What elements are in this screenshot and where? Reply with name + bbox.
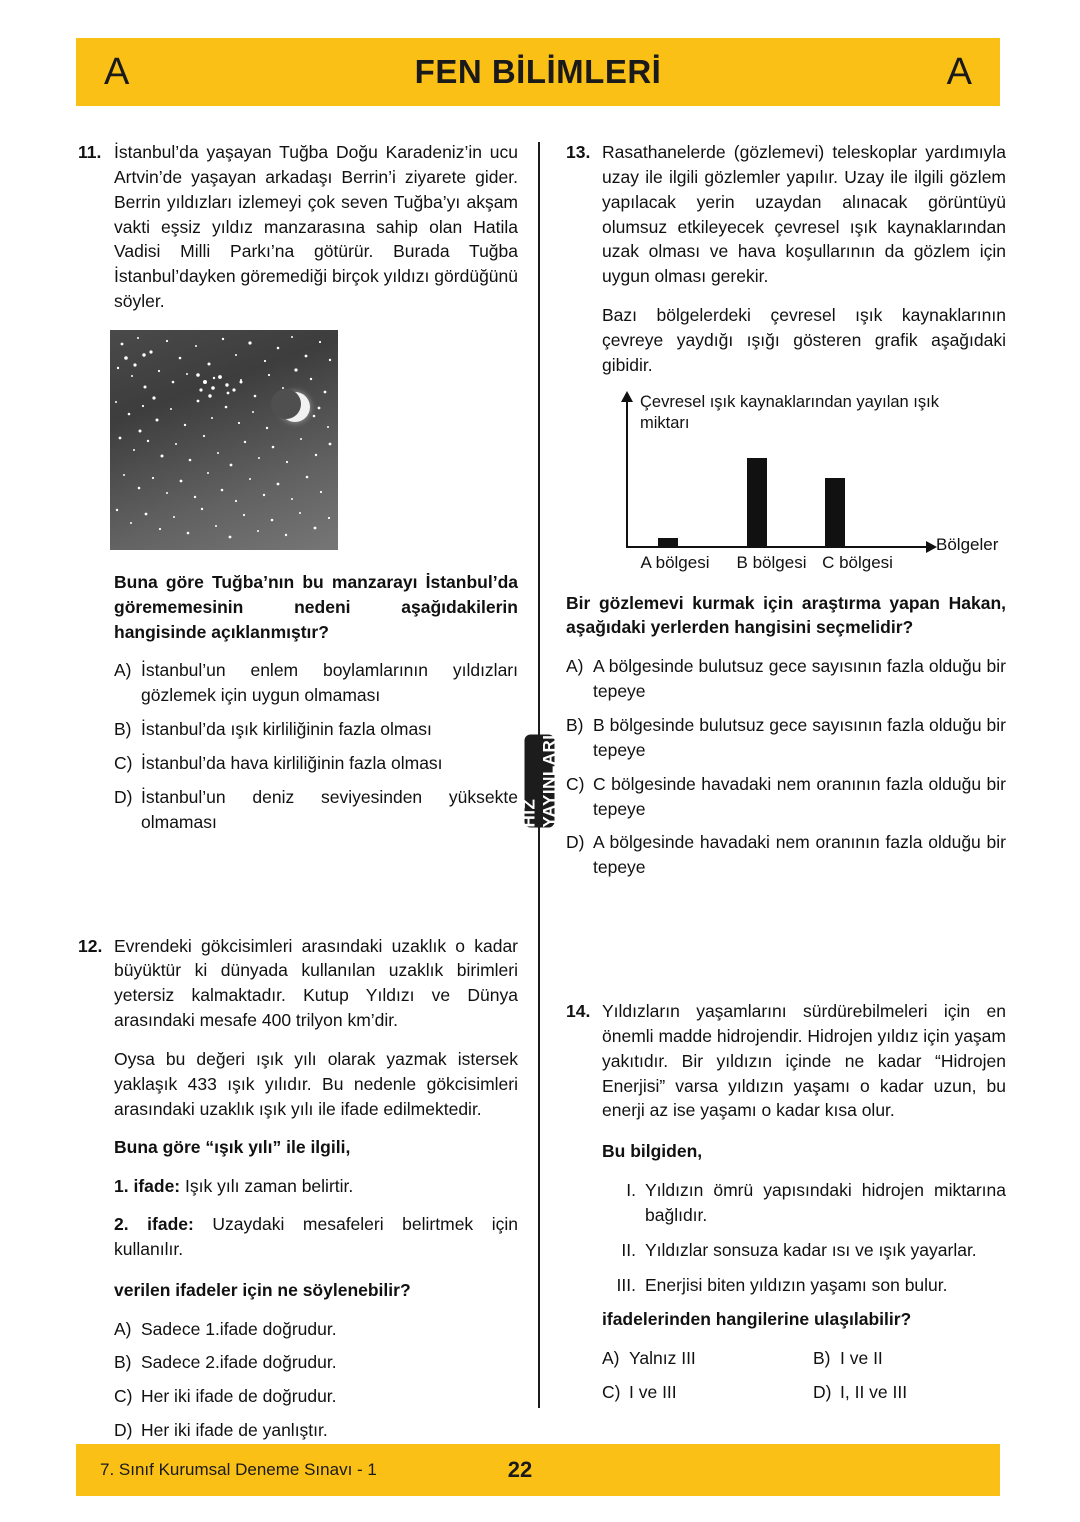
option-a[interactable] (602, 1346, 795, 1371)
option-c[interactable] (114, 1384, 518, 1409)
question-11-paragraph-1: İstanbul’da yaşayan Tuğba Doğu Karadeniz’in ucu Artvin’de yaşayan arkadaşı Berrin’i ziyarete gider. Berrin yıldızları izlemeyi çok seven Tuğba’yı akşam vakti eşsiz yıldız manzarasına sahip olan Hatila Vadisi Milli Parkı’na götürür. Burada Tuğba İstanbul’dayken göremediği birçok yıldızı gördüğünü söyler. (114, 142, 518, 312)
option-d[interactable] (813, 1380, 1006, 1405)
option-c-letter: C) (114, 1386, 133, 1407)
option-b-text: Sadece 2.ifade doğrudur. (141, 1352, 337, 1373)
question-14-paragraph-1: Yıldızların yaşamlarını sürdürebilmeleri için en önemli madde hidrojendir. Hidrojen yıldız için yaşam yakıtıdır. Bir yıldızın içinde ne kadar “Hidrojen Enerjisi” varsa yıldızın yaşamı o kadar uzun, bu enerji az ise yaşamı o kadar kısa olur. (602, 1001, 1006, 1121)
statement-1-text: Işık yılı zaman belirtir. (180, 1176, 354, 1197)
tick-label-b: B bölgesi (736, 552, 807, 572)
option-c-text: Her iki ifade de doğrudur. (141, 1386, 337, 1407)
exam-header-band (76, 38, 1000, 106)
bar-c-bolgesi (825, 478, 845, 548)
question-13-number: 13. (566, 142, 591, 162)
chart-x-axis-label: Bölgeler (936, 534, 999, 554)
option-b[interactable] (566, 713, 1006, 763)
option-a-text: Sadece 1.ifade doğrudur. (141, 1318, 337, 1339)
question-11-prompt: Buna göre Tuğba’nın bu manzarayı İstanbul’da görememesinin nedeni aşağıdakilerin hangisinde açıklanmıştır? (114, 571, 518, 642)
question-11-number: 11. (78, 142, 102, 162)
question-13 (566, 140, 1006, 889)
option-c-letter: C) (566, 773, 585, 794)
night-sky-figure (110, 330, 518, 550)
question-14-number: 14. (566, 1001, 591, 1022)
option-d[interactable] (114, 1418, 518, 1443)
page-number: 22 (507, 1457, 533, 1482)
booklet-letter-right: A (946, 51, 972, 93)
option-a-text: A bölgesinde bulutsuz gece sayısının fazla olduğu bir tepeye (593, 656, 1006, 702)
question-12-number: 12. (78, 935, 103, 956)
statement-ii (602, 1238, 1006, 1263)
option-d-letter: D) (114, 1420, 133, 1441)
bar-a-bolgesi (658, 538, 678, 548)
question-12-statement-1 (114, 1174, 518, 1199)
question-12 (78, 934, 518, 1453)
question-12-paragraph-2: Oysa bu değeri ışık yılı olarak yazmak istersek yaklaşık 433 ışık yılıdır. Bu nedenle gökcisimleri arasındaki uzaklık ışık yılı ile ifade edilmektedir. (114, 1048, 518, 1119)
option-d-letter: D) (114, 786, 133, 807)
option-c-text: İstanbul’da hava kirliliğinin fazla olması (141, 752, 443, 773)
statement-iii-text: Enerjisi biten yıldızın yaşamı son bulur. (645, 1274, 948, 1295)
crescent-moon-icon (280, 392, 310, 422)
question-12-options (114, 1317, 518, 1443)
tick-label-c: C bölgesi (822, 552, 893, 572)
booklet-letter-left: A (104, 51, 130, 93)
page-title: FEN BİLİMLERİ (414, 53, 662, 90)
question-14-sub-prompt: Bu bilgiden, (602, 1141, 703, 1162)
option-d[interactable] (566, 830, 1006, 880)
option-d-text: İstanbul’un deniz seviyesinden yüksekte olmaması (141, 786, 518, 832)
tick-label-a: A bölgesi (640, 552, 710, 572)
question-13-paragraph-1: Rasathanelerde (gözlemevi) teleskoplar yardımıyla uzay ile ilgili gözlemler yapılır. Uzay ile ilgili gözlem yapılacak yerin uzaydan alınacak görüntüyü olumsuz etkileyecek çevresel ışık kaynaklarından uzak olması ve hava koşullarının da gözlem için uygun olması gerekir. (602, 142, 1006, 287)
statement-ii-label: II. (621, 1239, 636, 1260)
option-b-letter: B) (114, 719, 132, 740)
statement-1-label: 1. ifade: (114, 1176, 181, 1197)
option-a[interactable] (114, 658, 518, 708)
left-column (78, 140, 518, 1452)
option-b[interactable] (114, 717, 518, 742)
statement-i (602, 1178, 1006, 1228)
option-a-letter: A) (114, 1318, 132, 1339)
option-c-letter: C) (114, 752, 133, 773)
option-d[interactable] (114, 785, 518, 835)
option-c-text: I ve III (629, 1382, 677, 1403)
light-pollution-bar-chart (612, 392, 1002, 577)
question-13-paragraph-2: Bazı bölgelerdeki çevresel ışık kaynaklarının çevreye yaydığı ışığı gösteren grafik aşağıdaki gibidir. (602, 305, 1006, 375)
option-a-text: İstanbul’un enlem boylamlarının yıldızları gözlemek için uygun olmaması (141, 660, 518, 706)
option-a-text: Yalnız III (629, 1348, 696, 1369)
question-12-prompt: verilen ifadeler için ne söylenebilir? (114, 1279, 411, 1300)
option-d-text: A bölgesinde havadaki nem oranının fazla olduğu bir tepeye (593, 832, 1006, 878)
question-14-options (602, 1346, 1006, 1405)
question-13-options (566, 654, 1006, 880)
option-a-letter: A) (566, 656, 584, 677)
option-d-letter: D) (566, 832, 585, 853)
statement-i-label: I. (626, 1180, 636, 1201)
question-11 (78, 140, 518, 844)
chart-y-axis (626, 400, 628, 548)
footer-exam-name: 7. Sınıf Kurumsal Deneme Sınavı - 1 (100, 1460, 377, 1479)
option-b-letter: B) (566, 714, 584, 735)
question-12-statement-2 (114, 1212, 518, 1262)
publisher-badge-label: HIZ YAYINLARI (519, 734, 559, 828)
question-14 (566, 999, 1006, 1405)
question-14-prompt: ifadelerinden hangilerine ulaşılabilir? (602, 1309, 912, 1330)
option-c-text: C bölgesinde havadaki nem oranının fazla olduğu bir tepeye (593, 773, 1006, 819)
statement-iii (602, 1273, 1006, 1298)
option-b-text: I ve II (840, 1348, 883, 1369)
option-d-letter: D) (813, 1382, 832, 1403)
chart-y-axis-label: Çevresel ışık kaynaklarından yayılan ışık miktarı (640, 392, 939, 432)
exam-footer-band (76, 1444, 1000, 1496)
option-b-letter: B) (114, 1352, 132, 1373)
statement-2-label: 2. ifade: (114, 1214, 194, 1235)
option-b[interactable] (114, 1350, 518, 1375)
option-d-text: Her iki ifade de yanlıştır. (141, 1420, 328, 1441)
statement-iii-label: III. (616, 1274, 636, 1295)
option-c-letter: C) (602, 1382, 621, 1403)
bar-b-bolgesi (747, 458, 767, 548)
question-12-paragraph-1: Evrendeki gökcisimleri arasındaki uzaklık o kadar büyüktür ki dünyada kullanılan uzaklık birimleri yetersiz kalmaktadır. Kutup Yıldızı ve Dünya arasındaki mesafe 400 trilyon km’dir. (114, 935, 518, 1031)
statement-i-text: Yıldızın ömrü yapısındaki hidrojen miktarına bağlıdır. (645, 1180, 1006, 1225)
right-column (566, 140, 1006, 1405)
night-sky-photo (110, 330, 338, 550)
option-d-text: I, II ve III (840, 1382, 908, 1403)
option-c[interactable] (114, 751, 518, 776)
option-a[interactable] (114, 1317, 518, 1342)
statement-2-text: Uzaydaki mesafeleri belirtmek için kullanılır. (114, 1214, 518, 1259)
option-a-letter: A) (114, 660, 132, 681)
option-a[interactable] (566, 654, 1006, 704)
question-11-options (114, 658, 518, 834)
option-b-letter: B) (813, 1348, 831, 1369)
question-13-prompt: Bir gözlemevi kurmak için araştırma yapan Hakan, aşağıdaki yerlerden hangisini seçmelidir? (566, 592, 1006, 638)
statement-ii-text: Yıldızlar sonsuza kadar ısı ve ışık yayarlar. (645, 1239, 977, 1260)
option-b-text: İstanbul’da ışık kirliliğinin fazla olması (141, 719, 432, 740)
question-12-sub-prompt: Buna göre “ışık yılı” ile ilgili, (114, 1137, 351, 1158)
option-c[interactable] (602, 1380, 795, 1405)
option-a-letter: A) (602, 1348, 620, 1369)
option-b[interactable] (813, 1346, 1006, 1371)
chart-tick-labels (622, 553, 942, 573)
starfield-svg (110, 330, 338, 550)
option-c[interactable] (566, 772, 1006, 822)
option-b-text: B bölgesinde bulutsuz gece sayısının fazla olduğu bir tepeye (593, 714, 1006, 760)
